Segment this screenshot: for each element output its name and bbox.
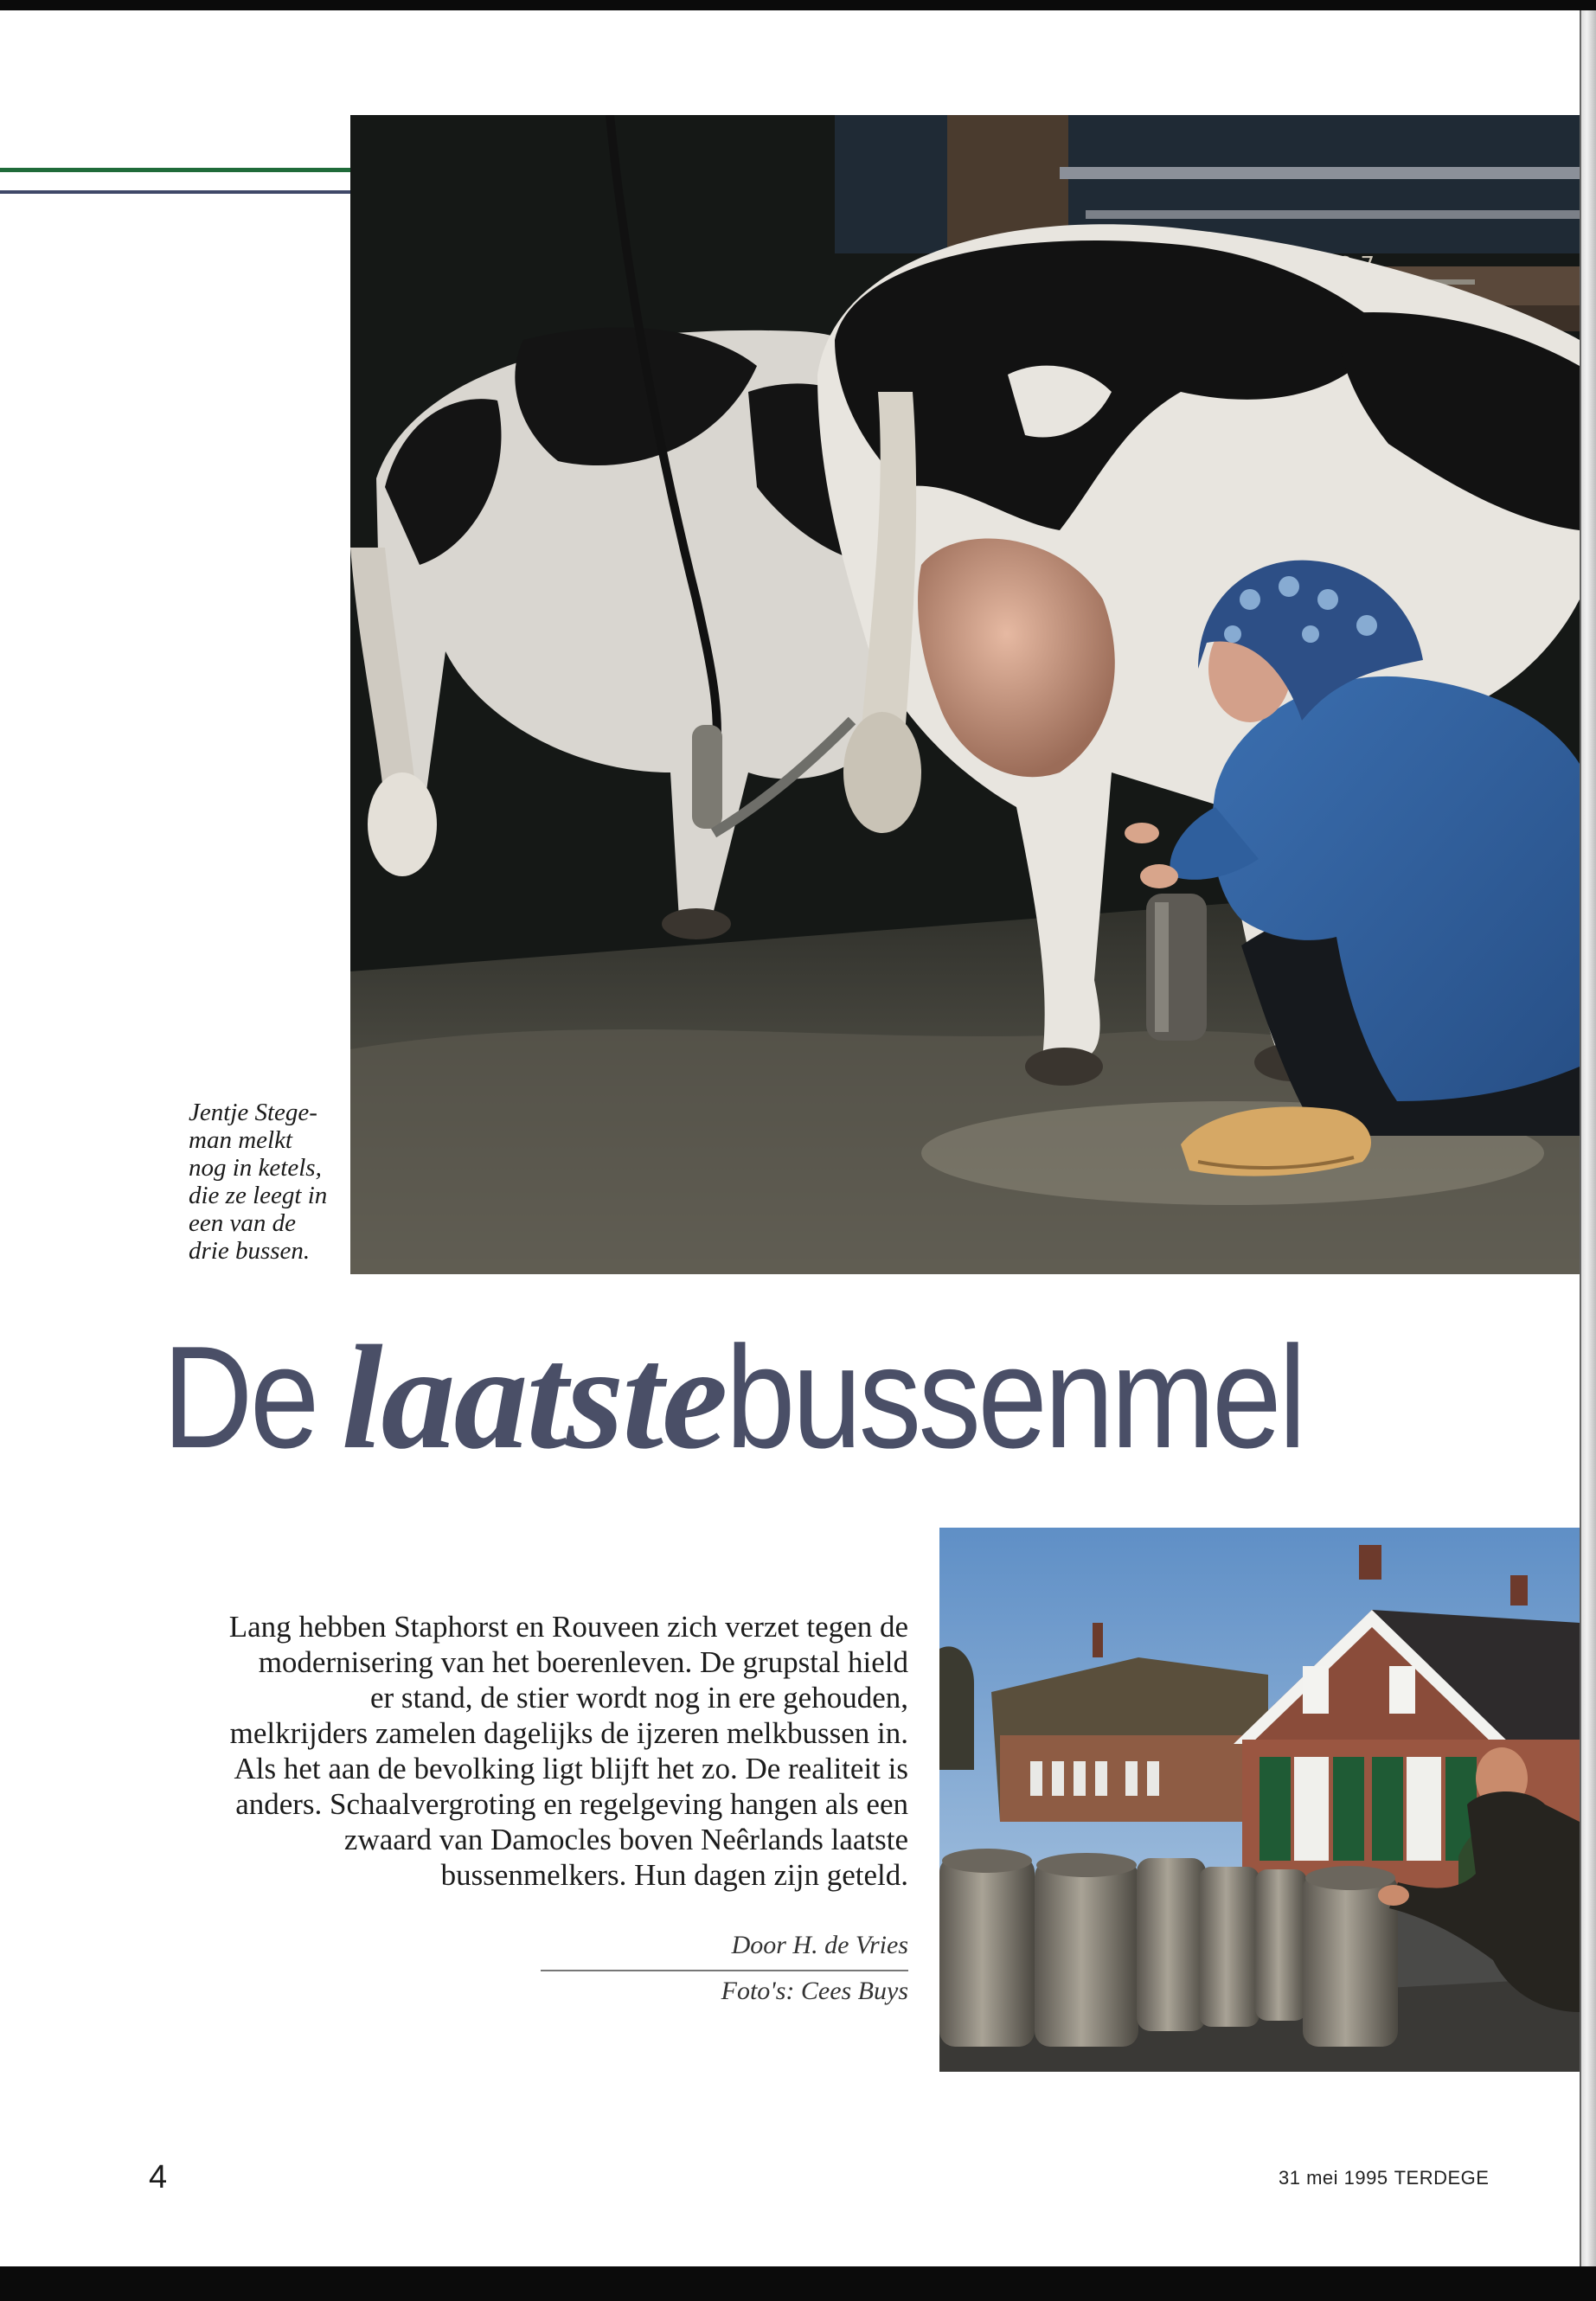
scan-border-right-line xyxy=(1580,10,1581,2266)
photo-farmhouse-milk-cans xyxy=(939,1528,1580,2072)
intro-line: melkrijders zamelen dagelijks de ijzeren melkbussen in. xyxy=(229,1716,908,1750)
footer-date: 31 mei 1995 xyxy=(1279,2167,1388,2189)
photo-caption xyxy=(189,1099,344,1265)
decorative-rule-blue xyxy=(0,190,352,194)
headline-word-de: De xyxy=(163,1316,317,1478)
caption-line: drie bussen. xyxy=(189,1237,311,1265)
caption-line: man melkt xyxy=(189,1126,292,1154)
page-number: 4 xyxy=(149,2159,168,2195)
headline-word-laatste: laatste xyxy=(341,1316,727,1480)
article-intro xyxy=(156,1609,908,1893)
caption-line: een van de xyxy=(189,1209,296,1237)
caption-line: Jentje Stege- xyxy=(189,1099,317,1126)
article-headline xyxy=(163,1315,1398,1479)
footer-issue-info xyxy=(1279,2167,1489,2189)
caption-line: die ze leegt in xyxy=(189,1182,328,1209)
headline-word-bussenmelkers: bussenmel xyxy=(726,1316,1304,1478)
scan-border-right xyxy=(1580,10,1596,2266)
photo-milking-cows xyxy=(350,115,1580,1274)
intro-line: bussenmelkers. Hun dagen zijn geteld. xyxy=(440,1858,908,1892)
scan-border-top xyxy=(0,0,1596,10)
byline-photographer: Foto's: Cees Buys xyxy=(721,1977,908,2005)
decorative-rule-green xyxy=(0,168,352,172)
intro-line: er stand, de stier wordt nog in ere gehouden, xyxy=(369,1681,908,1715)
intro-line: Als het aan de bevolking ligt blijft het zo. De realiteit is xyxy=(234,1752,908,1785)
intro-line: modernisering van het boerenleven. De grupstal hield xyxy=(258,1645,908,1679)
intro-line: anders. Schaalvergroting en regelgeving hangen als een xyxy=(235,1787,908,1821)
byline-divider xyxy=(541,1970,908,1971)
footer-magazine: TERDEGE xyxy=(1394,2167,1490,2189)
byline-author: Door H. de Vries xyxy=(731,1931,908,1959)
scan-border-bottom xyxy=(0,2266,1596,2301)
intro-line: Lang hebben Staphorst en Rouveen zich verzet tegen de xyxy=(228,1610,908,1644)
intro-line: zwaard van Damocles boven Neêrlands laatste xyxy=(343,1823,908,1856)
caption-line: nog in ketels, xyxy=(189,1154,322,1182)
